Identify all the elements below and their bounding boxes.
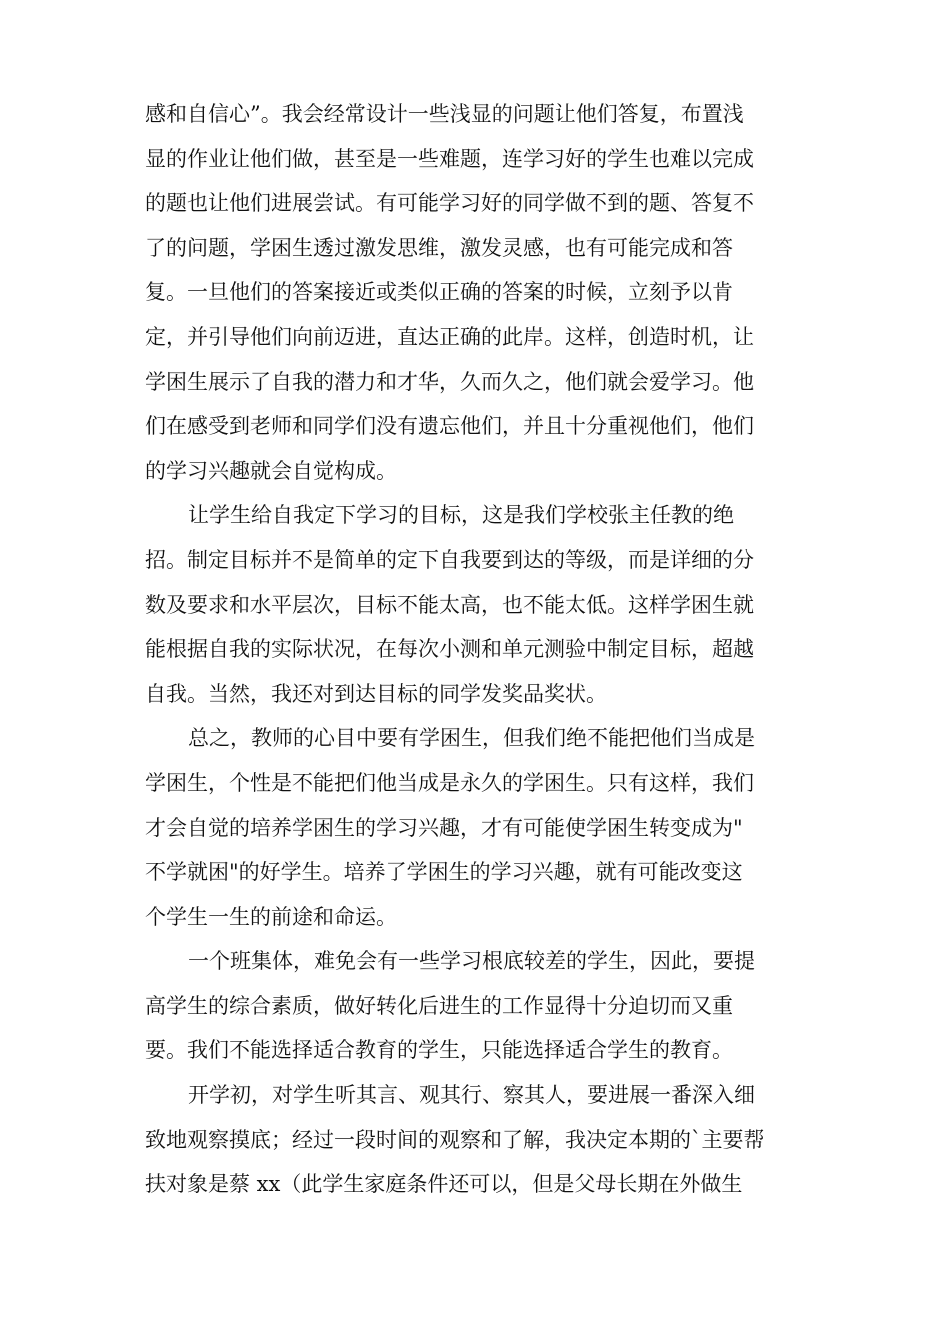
paragraph-first-line: 总之，教师的心目中要有学困生，但我们绝不能把他们当成是 bbox=[188, 726, 755, 751]
text-line: 复。一旦他们的答案接近或类似正确的答案的时候，立刻予以肯 bbox=[145, 280, 733, 305]
text-line: 们在感受到老师和同学们没有遗忘他们，并且十分重视他们，他们 bbox=[145, 414, 754, 439]
text-line: 的题也让他们进展尝试。有可能学习好的同学做不到的题、答复不 bbox=[145, 191, 754, 216]
text-line: 要。我们不能选择适合教育的学生，只能选择适合学生的教育。 bbox=[145, 1038, 733, 1063]
text-line: 高学生的综合素质，做好转化后进生的工作显得十分迫切而又重 bbox=[145, 993, 733, 1018]
text-line: 的学习兴趣就会自觉构成。 bbox=[145, 458, 397, 483]
text-line: 自我。当然，我还对到达目标的同学发奖品奖状。 bbox=[145, 681, 607, 706]
paragraph-first-line: 一个班集体，难免会有一些学习根底较差的学生，因此，要提 bbox=[188, 949, 755, 974]
text-line: 数及要求和水平层次，目标不能太高，也不能太低。这样学困生就 bbox=[145, 592, 754, 617]
document-body bbox=[145, 92, 810, 1207]
text-line: 感和自信心”。我会经常设计一些浅显的问题让他们答复，布置浅 bbox=[145, 102, 744, 126]
text-line: 显的作业让他们做，甚至是一些难题，连学习好的学生也难以完成 bbox=[145, 146, 754, 171]
text-line: 个学生一生的前途和命运。 bbox=[145, 904, 397, 929]
text-line: 学困生，个性是不能把们他当成是永久的学困生。只有这样，我们 bbox=[145, 770, 754, 795]
paragraph-first-line: 让学生给自我定下学习的目标，这是我们学校张主任教的绝 bbox=[188, 503, 734, 528]
text-line: 招。制定目标并不是简单的定下自我要到达的等级，而是详细的分 bbox=[145, 547, 754, 572]
text-line: 才会自觉的培养学困生的学习兴趣，才有可能使学困生转变成为" bbox=[145, 815, 743, 840]
text-line: 了的问题，学困生透过激发思维，激发灵感，也有可能完成和答 bbox=[145, 235, 733, 260]
paragraph-first-line: 开学初，对学生听其言、观其行、察其人，要进展一番深入细 bbox=[188, 1083, 755, 1108]
text-line: 致地观察摸底；经过一段时间的观察和了解，我决定本期的`主要帮 bbox=[145, 1127, 765, 1152]
text-line: 不学就困"的好学生。培养了学困生的学习兴趣，就有可能改变这 bbox=[145, 860, 743, 885]
text-line: 扶对象是蔡 xx（此学生家庭条件还可以，但是父母长期在外做生 bbox=[145, 1172, 743, 1197]
text-line: 能根据自我的实际状况，在每次小测和单元测验中制定目标，超越 bbox=[145, 637, 754, 662]
text-line: 学困生展示了自我的潜力和才华，久而久之，他们就会爱学习。他 bbox=[145, 369, 754, 394]
text-line: 定，并引导他们向前迈进，直达正确的此岸。这样，创造时机，让 bbox=[145, 324, 754, 349]
